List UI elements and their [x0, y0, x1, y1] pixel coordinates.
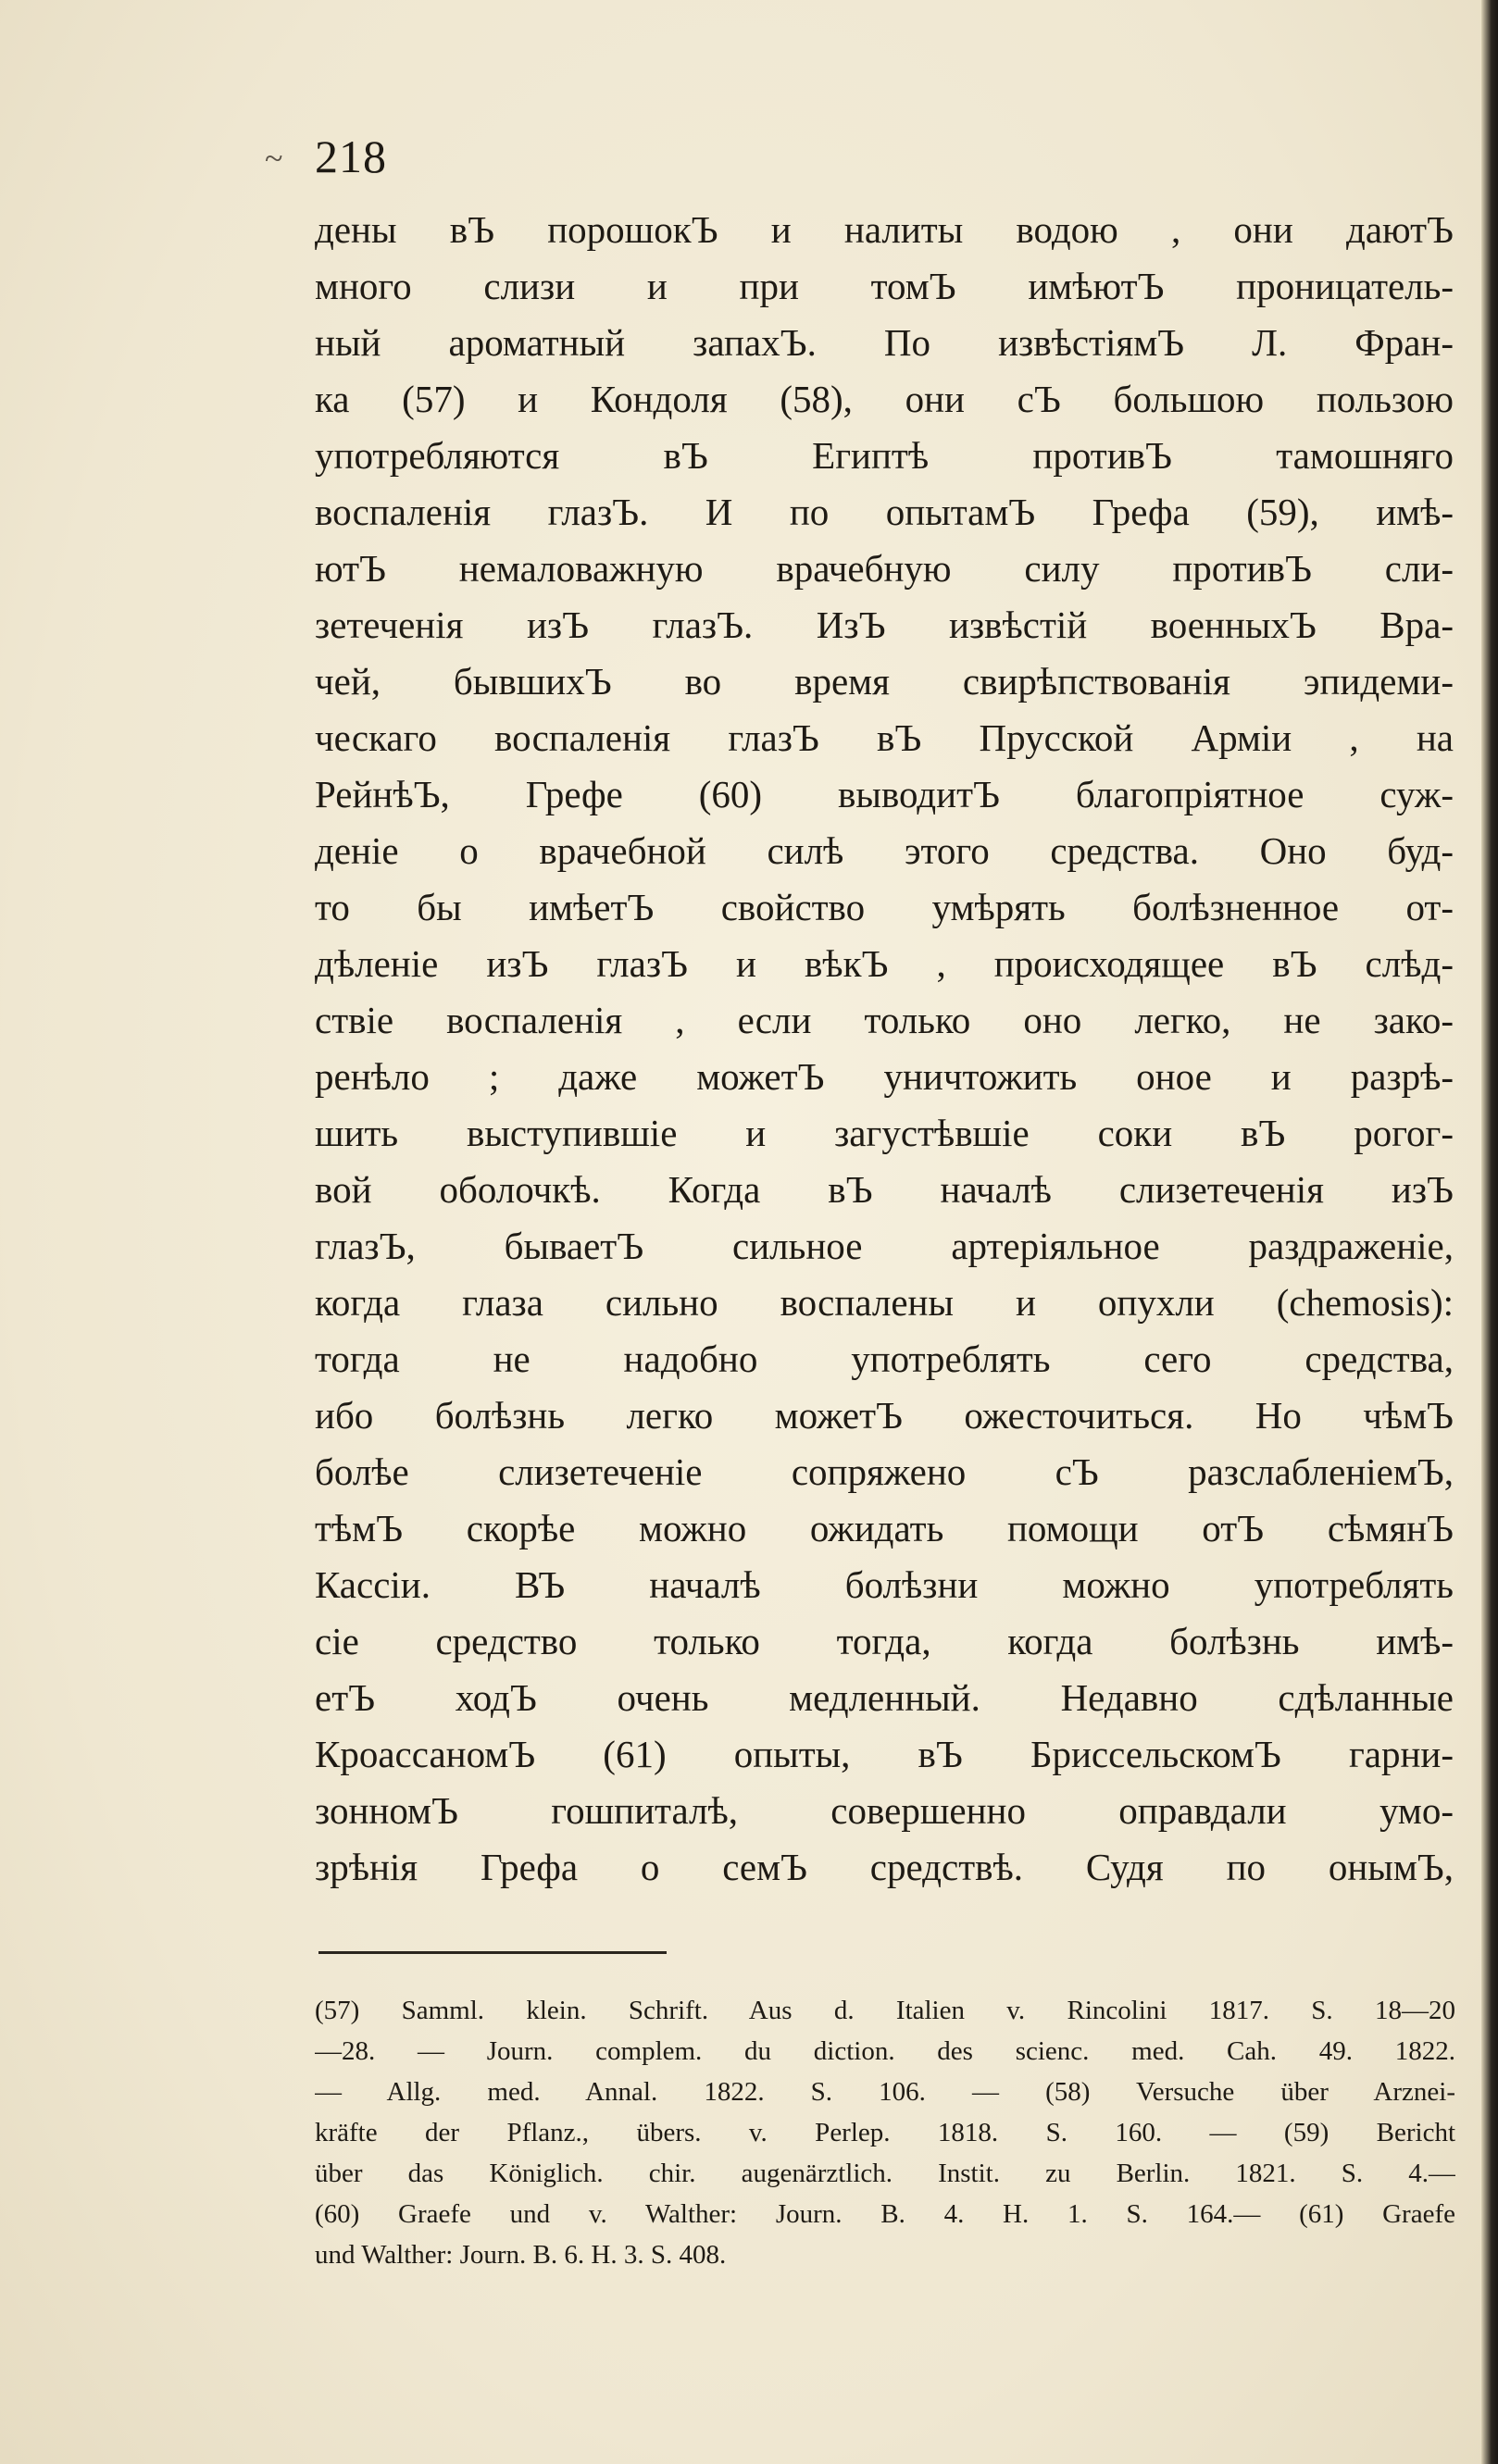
- body-line: ибо болѣзнь легко можетЪ ожесточиться. Но чѣмЪ: [315, 1394, 1454, 1437]
- page-mark: ~: [265, 140, 283, 177]
- footnote-divider: [318, 1951, 667, 1954]
- body-line: тогда не надобно употреблять сего средства,: [315, 1338, 1454, 1380]
- page-number: 218: [315, 131, 387, 182]
- body-line: зрѣнія Грефа о семЪ средствѣ. Судя по онымЪ,: [315, 1846, 1454, 1888]
- body-line: чей, бывшихЪ во время свирѣпствованія эпидеми-: [315, 660, 1454, 703]
- body-line: ютЪ немаловажную врачебную силу противЪ сли-: [315, 547, 1454, 590]
- body-line: много слизи и при томЪ имѣютЪ проницатель-: [315, 265, 1454, 307]
- body-line: деніе о врачебной силѣ этого средства. Оно буд-: [315, 829, 1454, 872]
- body-line: воспаленія глазЪ. И по опытамЪ Грефа (59), имѣ-: [315, 491, 1454, 533]
- page-edge-shadow: [1481, 0, 1498, 2464]
- footnote-line: (57) Samml. klein. Schrift. Aus d. Italien v. Rincolini 1817. S. 18—20: [315, 1996, 1455, 2025]
- footnote-line: — Allg. med. Annal. 1822. S. 106. — (58) Versuche über Arznei-: [315, 2077, 1455, 2107]
- body-line: ствіе воспаленія , если только оно легко, не зако-: [315, 999, 1454, 1041]
- body-line: зонномЪ гошпиталѣ, совершенно оправдали умо-: [315, 1789, 1454, 1832]
- body-line: ка (57) и Кондоля (58), они сЪ большою пользою: [315, 378, 1454, 420]
- body-line: то бы имѣетЪ свойство умѣрять болѣзненное от-: [315, 886, 1454, 928]
- body-line: зетеченія изЪ глазЪ. ИзЪ извѣстій военныхЪ Вра-: [315, 604, 1454, 646]
- body-line: сіе средство только тогда, когда болѣзнь имѣ-: [315, 1620, 1454, 1662]
- body-line: вой оболочкѣ. Когда вЪ началѣ слизетеченія изЪ: [315, 1168, 1454, 1211]
- footnote-line: kräfte der Pflanz., übers. v. Perlep. 1818. S. 160. — (59) Bericht: [315, 2118, 1455, 2147]
- body-line: РейнѣЪ, Грефе (60) выводитЪ благопріятное суж-: [315, 773, 1454, 815]
- footnote-line: (60) Graefe und v. Walther: Journ. B. 4. H. 1. S. 164.— (61) Graefe: [315, 2199, 1455, 2229]
- footnote-line: über das Königlich. chir. augenärztlich. Instit. zu Berlin. 1821. S. 4.—: [315, 2159, 1455, 2188]
- footnotes: [315, 1990, 1455, 2275]
- body-line: КроассаномЪ (61) опыты, вЪ БриссельскомЪ гарни-: [315, 1733, 1454, 1775]
- body-line: глазЪ, бываетЪ сильное артеріяльное раздраженіе,: [315, 1225, 1454, 1267]
- body-line: ный ароматный запахЪ. По извѣстіямЪ Л. Фран-: [315, 321, 1454, 364]
- body-line: шить выступившіе и загустѣвшіе соки вЪ рогог-: [315, 1112, 1454, 1154]
- body-line: дѣленіе изЪ глазЪ и вѣкЪ , происходящее вЪ слѣд-: [315, 942, 1454, 985]
- body-line: болѣе слизетеченіе сопряжено сЪ разслабленіемЪ,: [315, 1450, 1454, 1493]
- footnote-line: —28. — Journ. complem. du diction. des scienc. med. Cah. 49. 1822.: [315, 2036, 1455, 2066]
- body-line: дены вЪ порошокЪ и налиты водою , они даютЪ: [315, 208, 1454, 251]
- body-line: тѣмЪ скорѣе можно ожидать помощи отЪ сѣмянЪ: [315, 1507, 1454, 1549]
- body-line: употребляются вЪ Египтѣ противЪ тамошняго: [315, 434, 1454, 477]
- body-line: етЪ ходЪ очень медленный. Недавно сдѣланные: [315, 1676, 1454, 1719]
- body-text: [315, 202, 1454, 1896]
- body-line: ческаго воспаленія глазЪ вЪ Прусской Арміи , на: [315, 716, 1454, 759]
- body-line: Кассіи. ВЪ началѣ болѣзни можно употреблять: [315, 1563, 1454, 1606]
- body-line: когда глаза сильно воспалены и опухли (chemosis):: [315, 1281, 1454, 1324]
- body-line: ренѣло ; даже можетЪ уничтожить оное и разрѣ-: [315, 1055, 1454, 1098]
- footnote-line: und Walther: Journ. B. 6. H. 3. S. 408.: [315, 2240, 727, 2270]
